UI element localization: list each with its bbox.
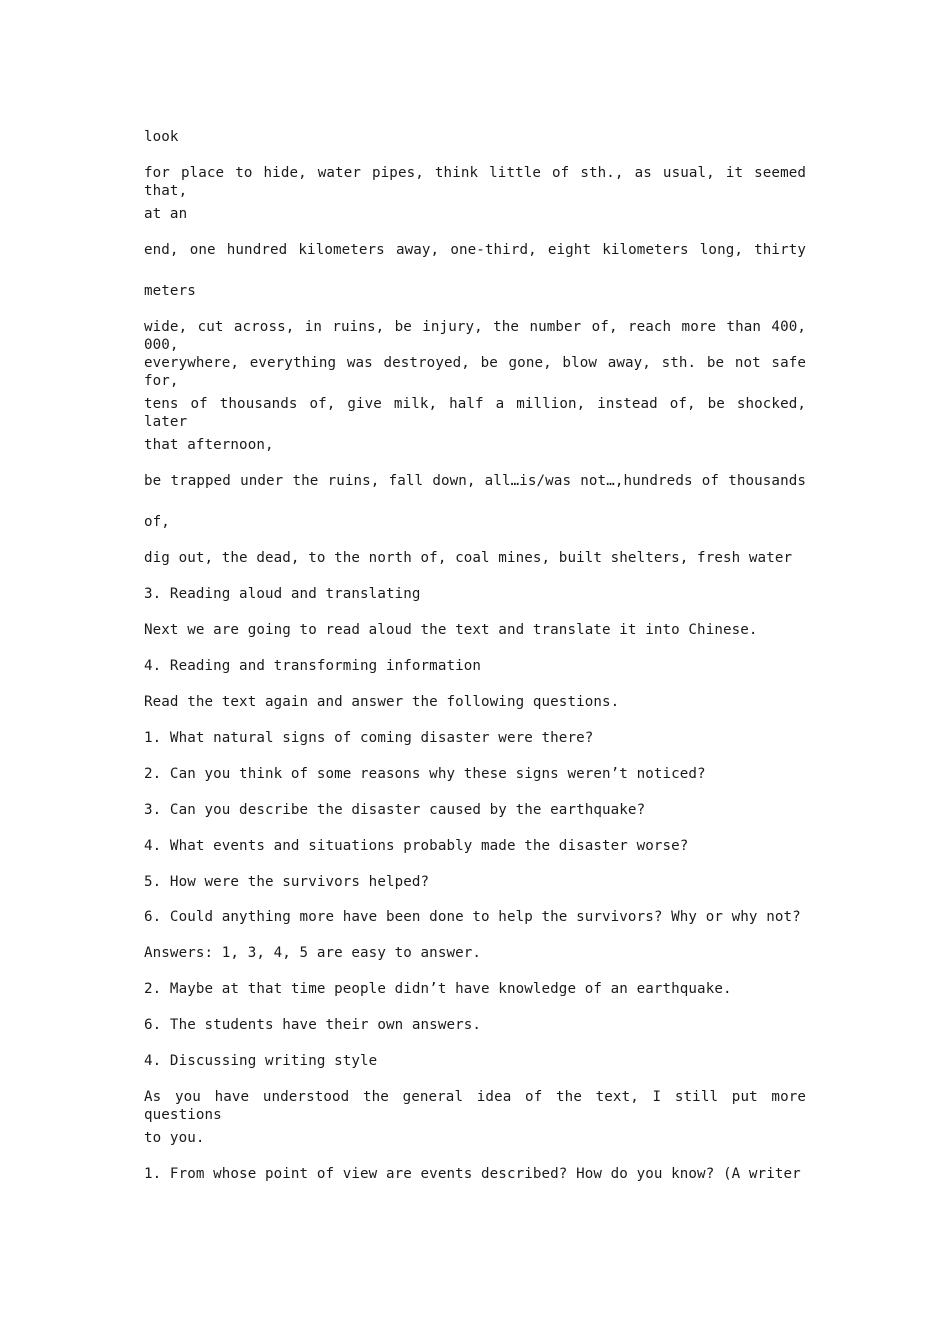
- question-item: 5. How were the survivors helped?: [144, 874, 430, 890]
- text-line: As you have understood the general idea of the text, I still put more questions: [144, 1089, 806, 1123]
- question-item: 3. Can you describe the disaster caused by the earthquake?: [144, 802, 646, 818]
- text-line: at an: [144, 206, 188, 222]
- text-line: be trapped under the ruins, fall down, all…is/was not…,hundreds of thousands: [144, 473, 806, 489]
- answer-line: 2. Maybe at that time people didn’t have knowledge of an earthquake.: [144, 981, 732, 997]
- answer-line: Answers: 1, 3, 4, 5 are easy to answer.: [144, 945, 482, 961]
- section-heading: 4. Reading and transforming information: [144, 658, 482, 674]
- question-item: 4. What events and situations probably made the disaster worse?: [144, 838, 689, 854]
- text-line: Read the text again and answer the following questions.: [144, 694, 620, 710]
- text-line: end, one hundred kilometers away, one-third, eight kilometers long, thirty: [144, 242, 806, 258]
- text-line: tens of thousands of, give milk, half a million, instead of, be shocked, later: [144, 396, 806, 430]
- question-item: 6. Could anything more have been done to help the survivors? Why or why not?: [144, 909, 801, 925]
- text-line: Next we are going to read aloud the text and translate it into Chinese.: [144, 622, 758, 638]
- question-item: 1. What natural signs of coming disaster were there?: [144, 730, 594, 746]
- text-line: everywhere, everything was destroyed, be gone, blow away, sth. be not safe for,: [144, 355, 806, 389]
- text-line: of,: [144, 514, 170, 530]
- answer-line: 6. The students have their own answers.: [144, 1017, 482, 1033]
- text-line: to you.: [144, 1130, 205, 1146]
- text-line: dig out, the dead, to the north of, coal mines, built shelters, fresh water: [144, 550, 793, 566]
- text-line: meters: [144, 283, 196, 299]
- text-line: for place to hide, water pipes, think little of sth., as usual, it seemed that,: [144, 165, 806, 199]
- text-line: look: [144, 129, 179, 145]
- text-line: wide, cut across, in ruins, be injury, the number of, reach more than 400, 000,: [144, 319, 806, 353]
- text-line: that afternoon,: [144, 437, 274, 453]
- question-item: 2. Can you think of some reasons why these signs weren’t noticed?: [144, 766, 706, 782]
- section-heading: 4. Discussing writing style: [144, 1053, 378, 1069]
- section-heading: 3. Reading aloud and translating: [144, 586, 421, 602]
- question-item: 1. From whose point of view are events described? How do you know? (A writer: [144, 1166, 801, 1182]
